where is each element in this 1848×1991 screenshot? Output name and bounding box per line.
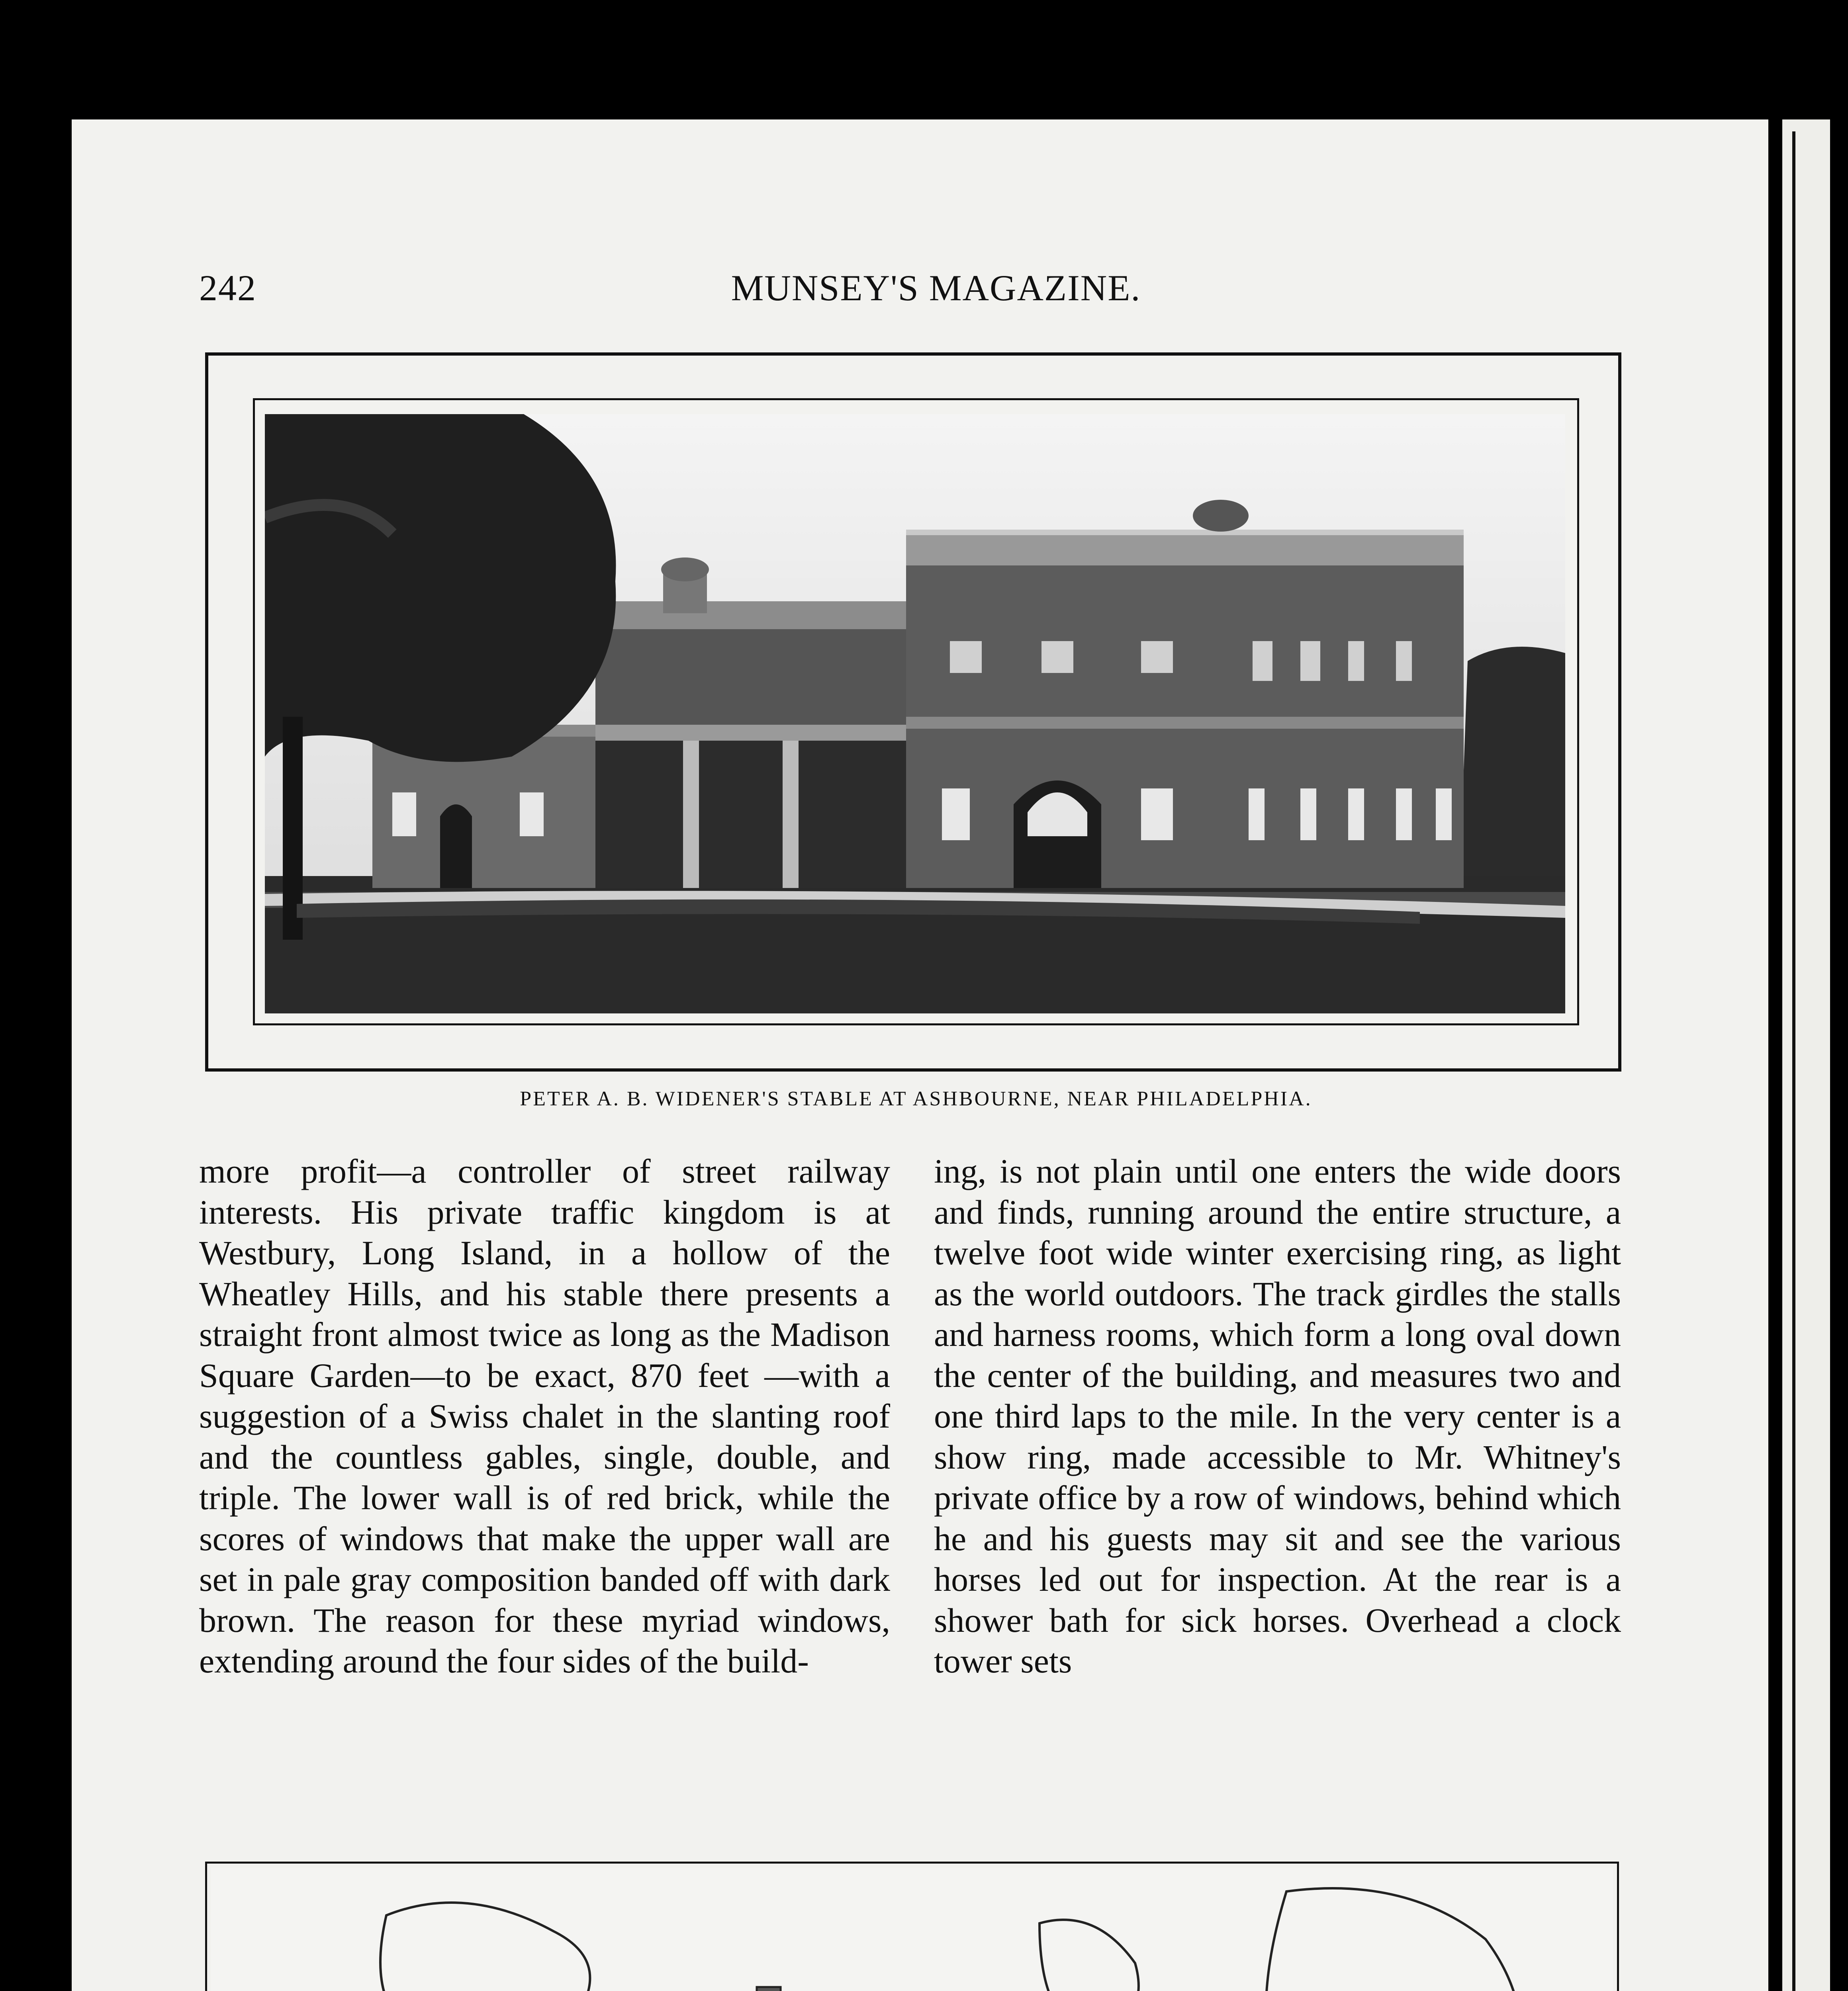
page-number: 242 [199, 268, 256, 308]
widener-stable-photo [265, 414, 1565, 1013]
article-left-column: more profit—a controller of street railway interests. His private traffic kingdom is at Westbury, Long Island, in a hollow of the Wheatley Hills, and his stable there presents a straight front almost twice as long as the Madison Square Garden—to be exact, 870 feet —with a suggestion of a Swiss chalet in the slanting roof and the countless gables, single, double, and triple. The lower wall is of red brick, while the scores of windows that make the upper wall are set in pale gray composition banded off with dark brown. The reason for these myriad windows, extending around the four sides of the build- [199, 1152, 890, 1680]
top-figure-caption: PETER A. B. WIDENER'S STABLE AT ASHBOURNE, NEAR PHILADELPHIA. [520, 1087, 1312, 1110]
article-right-column: ing, is not plain until one enters the wide doors and finds, running around the entire structure, a twelve foot wide winter exercising ring, as light as the world outdoors. The track girdles the stalls and harness rooms, which form a long oval down the center of the building, and measures two and one third laps to the mile. In the very center is a show ring, made accessible to Mr. Whitney's private office by a row of windows, behind which he and his guests may sit and see the various horses led out for inspection. At the rear is a shower bath for sick horses. Overhead a clock tower sets [934, 1152, 1621, 1680]
elkins-stable-sketch [211, 1868, 1613, 1991]
next-page-edge [1782, 119, 1830, 1991]
magazine-title: MUNSEY'S MAGAZINE. [731, 268, 1141, 308]
stable-photo-illustration [265, 414, 1565, 1013]
page-gutter-line [1792, 131, 1795, 1991]
stable-sketch-illustration [211, 1868, 1613, 1991]
